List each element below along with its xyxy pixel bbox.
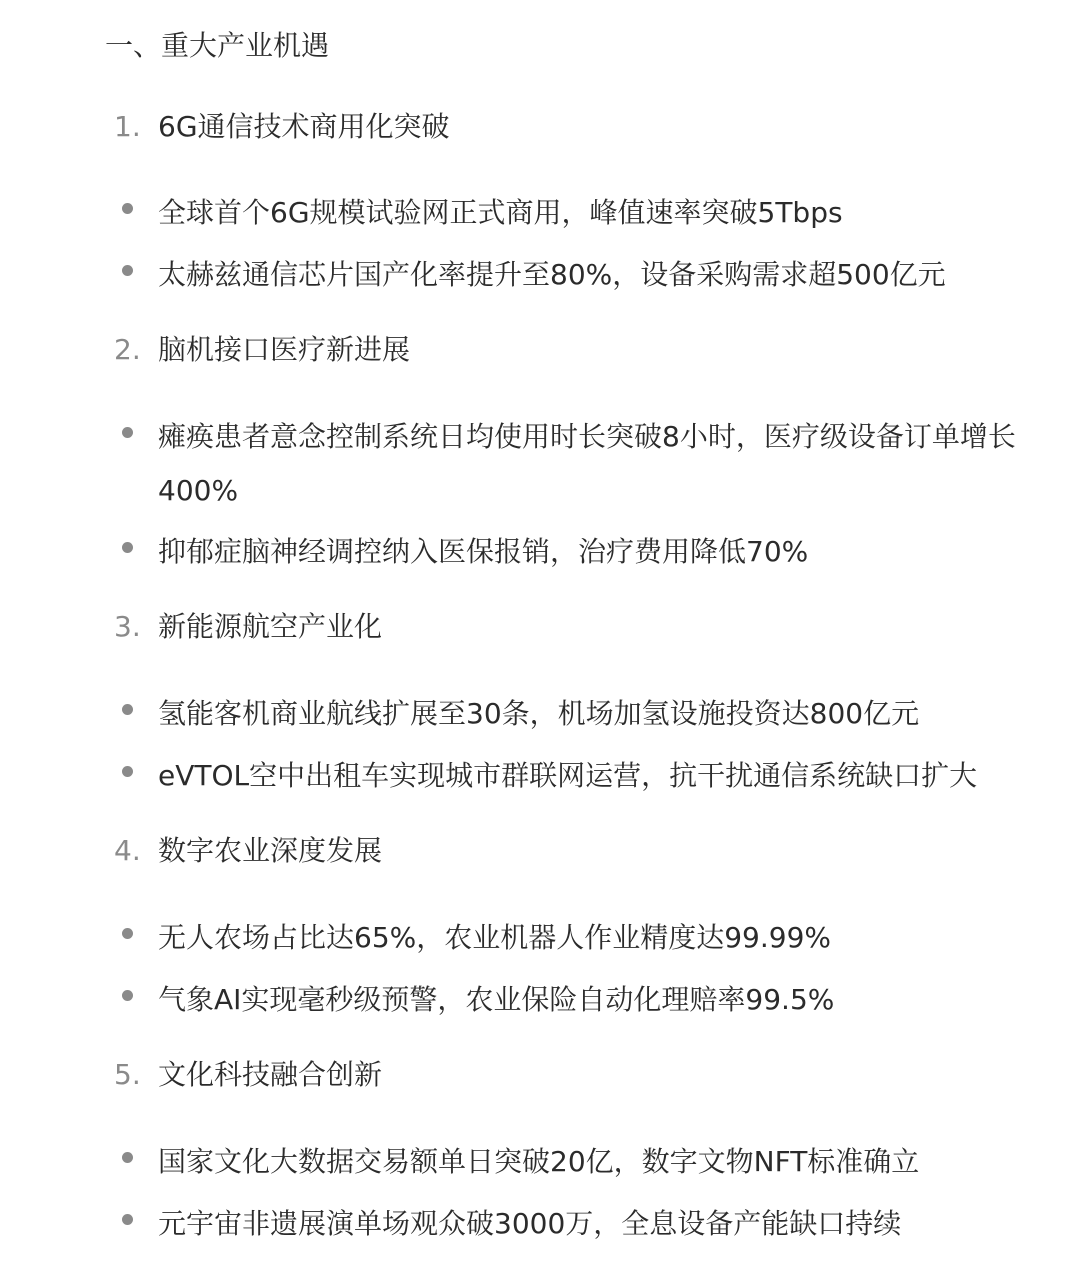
- section-number: 5.: [114, 1058, 141, 1091]
- list-item: [122, 697, 1080, 730]
- bullet-dot-icon: [122, 427, 133, 438]
- bullet-dot-icon: [122, 203, 133, 214]
- list-item: [122, 983, 1080, 1016]
- list-item: [122, 535, 1080, 568]
- list-item-text: 氢能客机商业航线扩展至30条，机场加氢设施投资达800亿元: [158, 697, 920, 730]
- section-heading-3: [114, 605, 382, 649]
- section-number: 4.: [114, 834, 141, 867]
- list-item: [122, 196, 1080, 229]
- section-title: 文化科技融合创新: [158, 1058, 383, 1091]
- bullet-dot-icon: [122, 928, 133, 939]
- list-item: [122, 759, 1080, 792]
- section-title: 脑机接口医疗新进展: [158, 333, 411, 366]
- bullet-dot-icon: [122, 1152, 133, 1163]
- bullet-dot-icon: [122, 990, 133, 1001]
- list-item-text: 抑郁症脑神经调控纳入医保报销，治疗费用降低70%: [158, 535, 809, 568]
- section-heading-4: [114, 829, 382, 873]
- section-number: 3.: [114, 610, 141, 643]
- list-item: [122, 1207, 1080, 1240]
- section-title: 新能源航空产业化: [158, 610, 383, 643]
- list-item-text: 太赫兹通信芯片国产化率提升至80%，设备采购需求超500亿元: [158, 258, 946, 291]
- list-item-text: eVTOL空中出租车实现城市群联网运营，抗干扰通信系统缺口扩大: [158, 759, 978, 792]
- section-number: 1.: [114, 110, 141, 143]
- list-item-text: 瘫痪患者意念控制系统日均使用时长突破8小时，医疗级设备订单增长400%: [158, 420, 1016, 507]
- section-heading-1: [114, 105, 450, 149]
- bullet-dot-icon: [122, 1214, 133, 1225]
- list-item-text: 无人农场占比达65%，农业机器人作业精度达99.99%: [158, 921, 832, 954]
- list-item: [122, 420, 1080, 507]
- list-item: [122, 258, 1080, 291]
- bullet-dot-icon: [122, 766, 133, 777]
- list-item: [122, 1145, 1080, 1178]
- list-item-text: 气象AI实现毫秒级预警，农业保险自动化理赔率99.5%: [158, 983, 835, 1016]
- section-heading-5: [114, 1053, 382, 1097]
- bullet-dot-icon: [122, 542, 133, 553]
- bullet-dot-icon: [122, 265, 133, 276]
- section-title: 6G通信技术商用化突破: [158, 110, 450, 143]
- section-heading-2: [114, 328, 410, 372]
- list-item-text: 全球首个6G规模试验网正式商用，峰值速率突破5Tbps: [158, 196, 843, 229]
- page-title: 一、重大产业机遇: [105, 29, 330, 62]
- section-number: 2.: [114, 333, 141, 366]
- bullet-dot-icon: [122, 704, 133, 715]
- list-item-text: 国家文化大数据交易额单日突破20亿，数字文物NFT标准确立: [158, 1145, 920, 1178]
- list-item-text: 元宇宙非遗展演单场观众破3000万，全息设备产能缺口持续: [158, 1207, 902, 1240]
- section-title: 数字农业深度发展: [158, 834, 383, 867]
- list-item: [122, 921, 1080, 954]
